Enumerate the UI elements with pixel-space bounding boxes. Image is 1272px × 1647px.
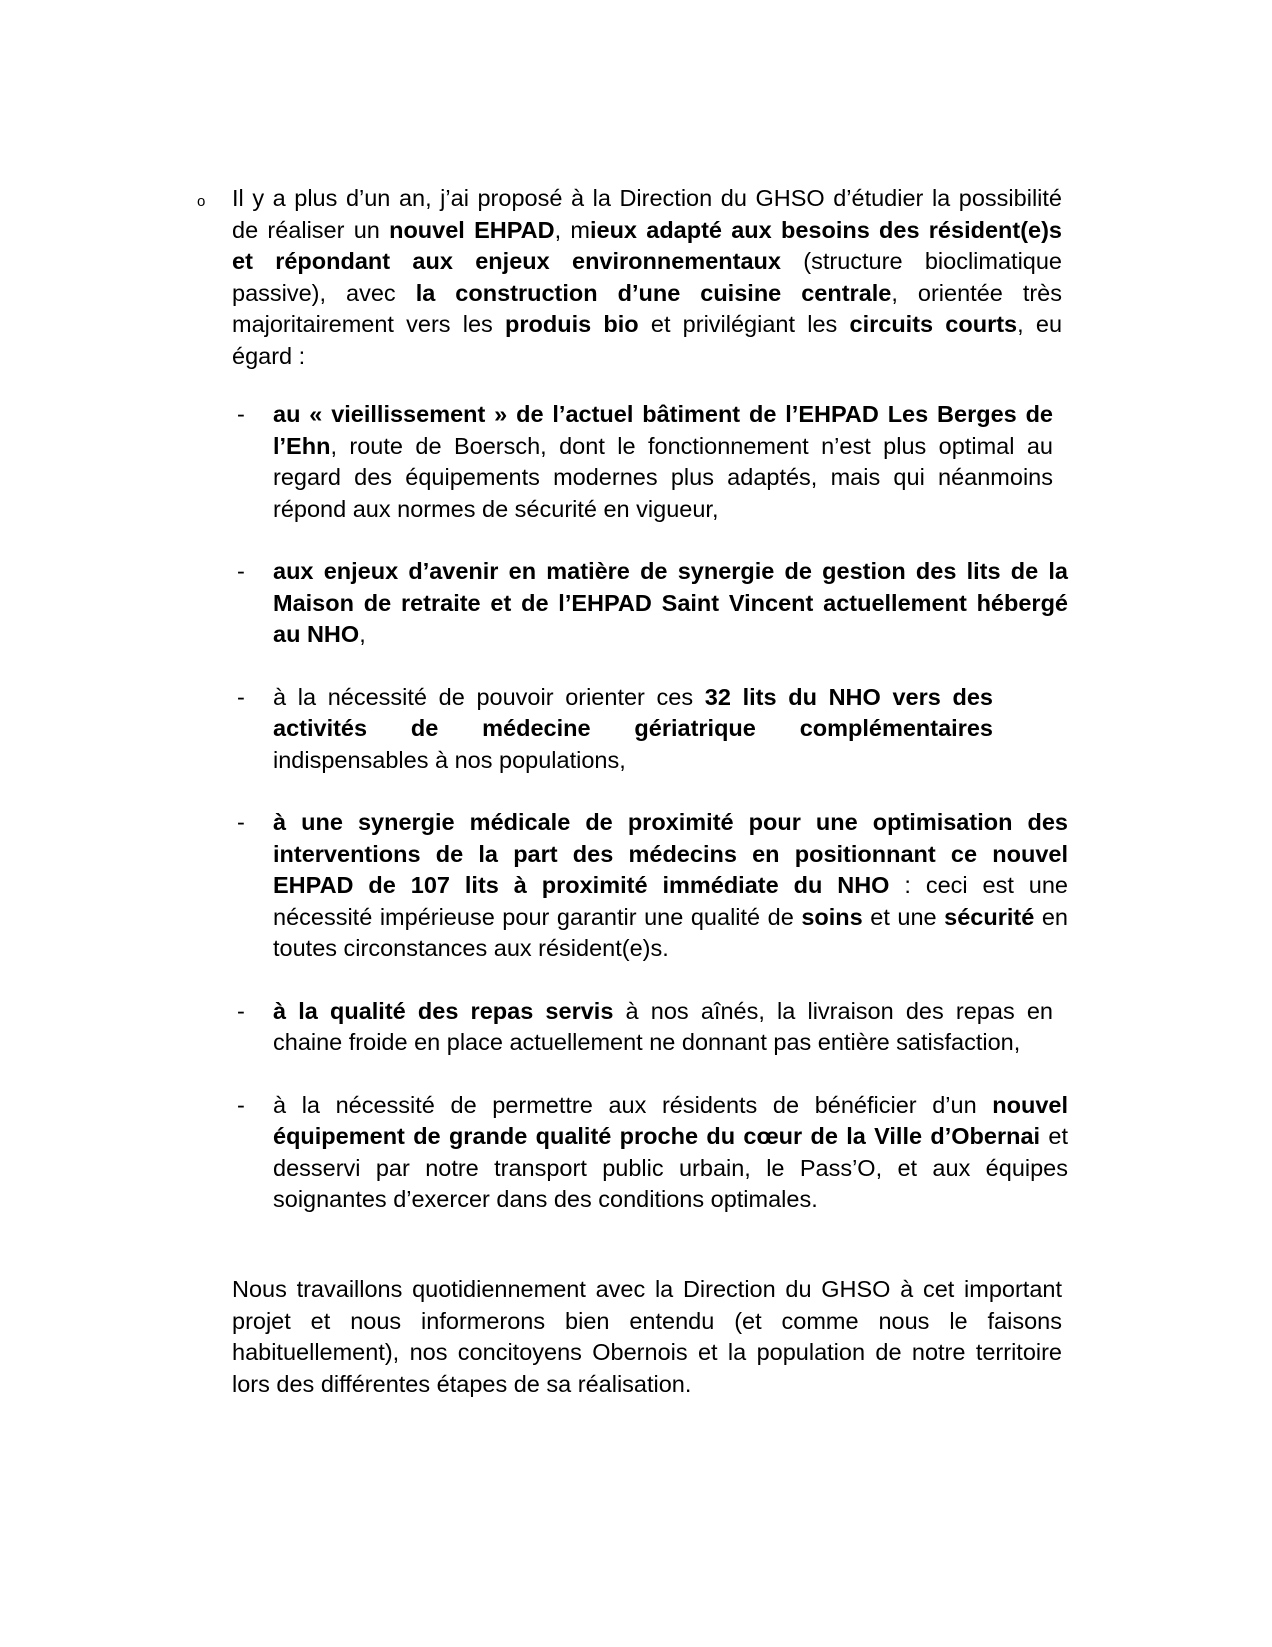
dash-marker: - <box>237 558 245 584</box>
closing-paragraph: Nous travaillons quotidiennement avec la Direction du GHSO à cet important projet et nous informerons bien entendu (et comme nous le faisons habituellement), nos concitoyens Obernois et la population de notre territoire lors des différentes étapes de sa réalisation. <box>232 1276 1062 1397</box>
dash-marker: - <box>237 1091 245 1118</box>
list-item-meal-quality: - à la qualité des repas servis à nos aînés, la livraison des repas en chaine froide en place actuellement ne donnant pas entière satisfaction, <box>237 997 1053 1055</box>
dash-marker: - <box>237 401 245 427</box>
bullet-marker: o <box>197 193 206 210</box>
list-item-geriatric-beds: - à la nécessité de pouvoir orienter ces 32 lits du NHO vers des activités de médecine gériatrique complémentaires indispensables à nos populations, <box>237 683 993 773</box>
dash-marker: - <box>237 683 245 710</box>
list-item-aging-building: - au « vieillissement » de l’actuel bâtiment de l’EHPAD Les Berges de l’Ehn, route de Boersch, dont le fonctionnement n’est plus optimal au regard des équipements modernes plus adaptés, mais qui néanmoins répond aux normes de sécurité en vigueur, <box>237 401 1053 522</box>
list-item-medical-synergy: - à une synergie médicale de proximité pour une optimisation des interventions de la part des médecins en positionnant ce nouvel EHPAD de 107 lits à proximité immédiate du NHO : ceci est une nécessité impérieuse pour garantir une qualité de soins et une sécurité en toutes circonstances aux résident(e)s. <box>237 809 1068 961</box>
intro-paragraph: Il y a plus d’un an, j’ai proposé à la Direction du GHSO d’étudier la possibilité de réaliser un nouvel EHPAD, mieux adapté aux besoins des résident(e)s et répondant aux enjeux environnementaux (structure bioclimatique passive), avec la construction d’une cuisine centrale, orientée très majoritairement vers les produis bio et privilégiant les circuits courts, eu égard : <box>232 185 1063 369</box>
list-item-new-equipment: - à la nécessité de permettre aux résidents de bénéficier d’un nouvel équipement de grande qualité proche du cœur de la Ville d’Obernai et desservi par notre transport public urbain, le Pass’O, et aux équipes soignantes d’exercer dans des conditions optimales. <box>237 1091 1068 1212</box>
list-item-bed-synergy: - aux enjeux d’avenir en matière de synergie de gestion des lits de la Maison de retraite et de l’EHPAD Saint Vincent actuellement hébergé au NHO, <box>237 558 1068 647</box>
dash-marker: - <box>237 997 245 1024</box>
reasons-list <box>232 399 1072 1247</box>
dash-marker: - <box>237 809 245 835</box>
